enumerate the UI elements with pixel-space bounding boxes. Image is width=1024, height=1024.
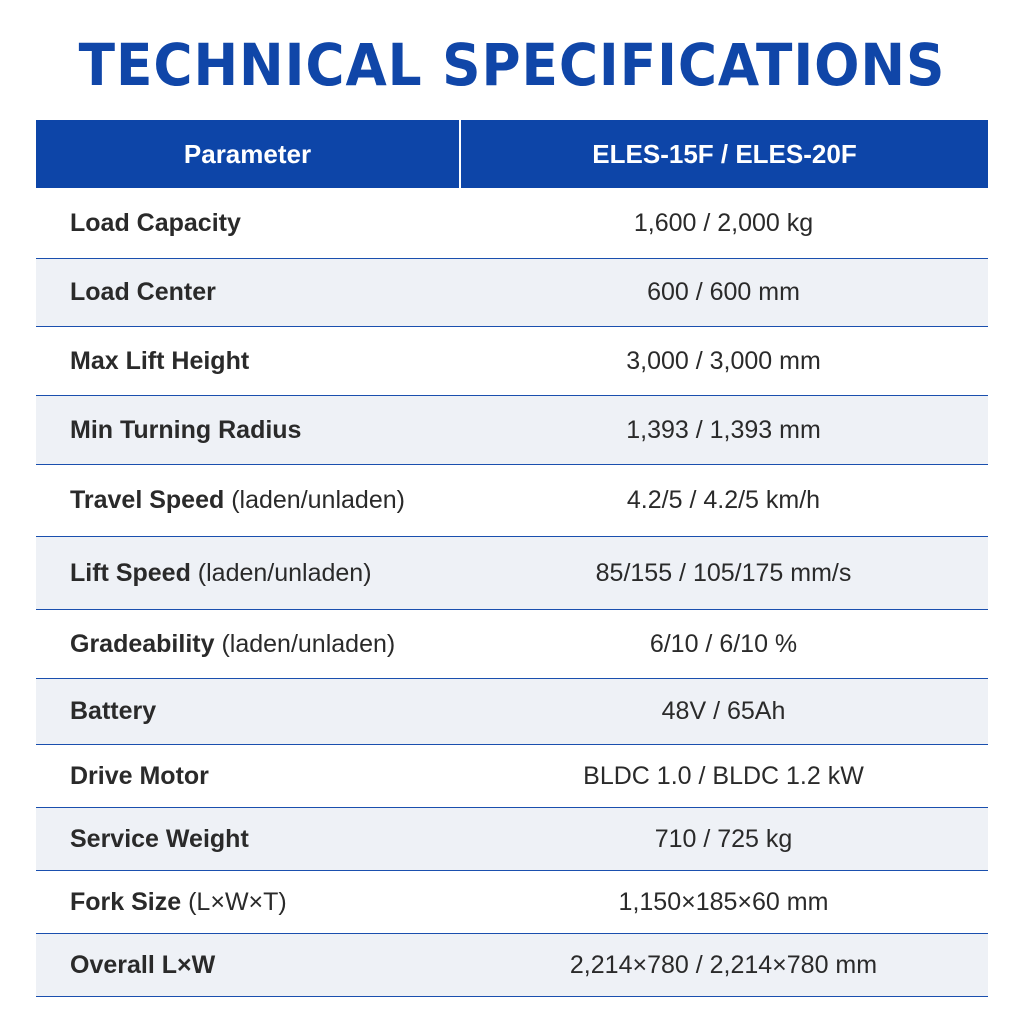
header-model: ELES-15F / ELES-20F [592,138,857,169]
parameter-label: Min Turning Radius [70,415,302,444]
row-value: 710 / 725 kg [654,824,793,853]
table-row [36,808,988,871]
row-value: 4.2/5 / 4.2/5 km/h [626,486,821,514]
parameter-label: Overall L×W [70,950,216,979]
row-value: 2,214×780 / 2,214×780 mm [569,950,878,979]
parameter-label: Drive Motor [70,761,209,790]
row-parameter [36,951,459,980]
row-parameter [36,347,459,376]
parameter-note: (laden/unladen) [197,558,372,587]
table-header-row [36,120,988,188]
row-parameter [36,278,459,307]
parameter-label: Gradeability [70,629,215,658]
parameter-label: Fork Size [70,887,182,916]
row-parameter [36,630,459,659]
row-parameter [36,888,459,917]
row-value: 85/155 / 105/175 mm/s [595,558,852,587]
parameter-note: (L×W×T) [188,887,287,916]
row-parameter [36,825,459,854]
row-value: 1,393 / 1,393 mm [626,415,821,444]
row-value: 48V / 65Ah [661,697,786,725]
parameter-label: Travel Speed [70,486,225,514]
row-value: 1,600 / 2,000 kg [633,208,814,237]
row-parameter [36,762,459,791]
row-parameter [36,486,459,515]
table-row [36,679,988,745]
row-value: 6/10 / 6/10 % [649,629,798,658]
table-row [36,934,988,997]
row-parameter [36,416,459,445]
table-row [36,745,988,808]
parameter-label: Load Center [70,278,216,306]
row-value: BLDC 1.0 / BLDC 1.2 kW [583,761,864,790]
parameter-note: (laden/unladen) [221,629,396,658]
row-parameter [36,209,459,238]
table-row [36,871,988,934]
table-row [36,610,988,679]
page-title: TECHNICAL SPECIFICATIONS [78,31,946,99]
row-parameter [36,697,459,726]
table-row [36,327,988,396]
header-parameter: Parameter [36,120,461,188]
parameter-label: Lift Speed [70,558,191,587]
parameter-label: Load Capacity [70,208,241,237]
table-row [36,465,988,537]
parameter-label: Max Lift Height [70,346,250,375]
table-row [36,259,988,327]
table-row [36,537,988,610]
table-row [36,188,988,259]
table-row [36,396,988,465]
row-value: 1,150×185×60 mm [618,887,829,916]
row-parameter [36,559,459,588]
row-value: 600 / 600 mm [647,278,800,306]
parameter-label: Service Weight [70,824,249,853]
row-value: 3,000 / 3,000 mm [626,346,821,375]
parameter-note: (laden/unladen) [231,486,405,514]
parameter-label: Battery [70,697,157,725]
spec-table [36,120,988,997]
